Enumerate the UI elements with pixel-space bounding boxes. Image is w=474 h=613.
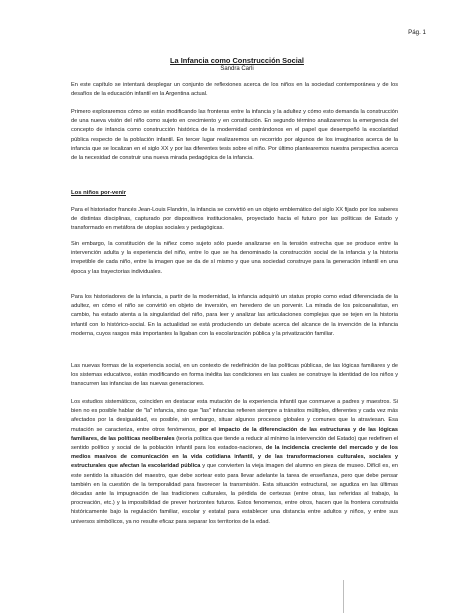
- paragraph-historians: Para los historiadores de la infancia, a partir de la modernidad, la infancia adquirió un status propio como edad diferenciada de la adultez, en cómo el niño se convirtió en objeto de inversión, en heredero de un porvenir. La mirada de los psicoanalistas, en cambio, ha estado atenta a la singularidad del niño, para leer y analizar las articulaciones complejas que se tejen en la historia infantil con lo histórico-social. En la actualidad se está produciendo un debate acerca del alcance de la invención de la infancia moderna, cuyos rasgos más importantes la ligaban con la escolarización pública y la privatización familiar.: [71, 294, 398, 337]
- page-number: Pág. 1: [408, 29, 426, 36]
- paragraph-text: (teoría política que tiende a reducir al mínimo la intervención del Estado) que redefinen el sentido político y social de la población infantil para los estados-naciones,: [71, 435, 398, 452]
- paragraph-constitution: Sin embargo, la constitución de la niñez como sujeto sólo puede analizarse en la tensión estrecha que se produce entre la intervención adulta y la experiencia del niño, entre lo que se ha denominado la construcción social de la infancia y la historia irrepetible de cada niño, entre la imagen que se da de sí mismo y que una sociedad construye para la generación infantil en una época y las trayectorias individuales.: [71, 241, 398, 275]
- paragraph-intro: En este capítulo se intentará desplegar un conjunto de reflexiones acerca de los niños en la sociedad contemporánea y de los desafíos de la educación infantil en la Argentina actual.: [71, 82, 398, 98]
- paragraph-text: y que convierten la vieja imagen del alumno en pieza de museo. Difícil es, en este sentido la situación del maestro, que debe sortear esto para llevar adelante la tarea de enseñanza, pero que debe pensar también en la cuestión de la temporalidad para favorecer la transmisión. Esta situación estructural, se agudiza en las últimas décadas ante la impugnación de las tradiciones culturales, la pérdida de certezas (entre otras, las referidas al trabajo, la procreación, etc.) y la imposibilidad de prever horizontes futuros. Estos fenomenos, entre otros, hacen que la frontera construida históricamente bajo la regulación familiar, escolar y estatal para establecer una distancia entre adultos y niños, y entre sus universos simbólicos, ya no resulte eficaz para separar los territorios de la edad.: [71, 463, 398, 525]
- emphasis-text: por el impacto de la diferenciación de las estructuras y de las lógicas familiares, de las políticas neoliberales: [71, 426, 398, 442]
- paragraph-outline: Primero exploraremos cómo se están modificando las fronteras entre la infancia y la adultez y cómo esto demanda la construcción de una nueva visión del niño como sujeto en crecimiento y en constitución. En segundo término analizaremos la emergencia del concepto de infancia como construcción histórica de la modernidad centrándonos en el papel que desempeñó la escolaridad pública respecto de la población infantil. En tercer lugar realizaremos un recorrido por algunos de los imaginarios acerca de la infancia que se localizan en el siglo XX y por las diferentes tesis sobre el niño. Por último plantearemos nuestra perspectiva acerca de la necesidad de construir una nueva mirada pedagógica de la infancia.: [71, 109, 398, 162]
- paragraph-new-forms: Las nuevas formas de la experiencia social, en un contexto de redefinición de las políticas públicas, de las lógicas familiares y de los sistemas educativos, están modificando en forma inédita las condiciones en las cuales se construye la identidad de los niños y transcurren las infancias de las nuevas generaciones.: [71, 363, 398, 388]
- paragraph-systematic-studies: [71, 398, 398, 527]
- page-divider: [343, 580, 344, 613]
- section-heading: Los niños por-venir: [71, 190, 126, 196]
- document-title: La Infancia como Construcción Social: [170, 56, 304, 65]
- paragraph-text: Los estudios sistemáticos, coinciden en destacar esta mutación de la experiencia infantil que conmueve a padres y maestros. Si bien no es posible hablar de "la" infancia, sino que "las" infancias refieren siempre a tránsitos múltiples, diferentes y cada vez más afectados por la desigualdad, es posible, sin embargo, situar algunos procesos globales y comunes que la atraviesan. Esa mutación se caracteriza, entre otros fenómenos,: [71, 399, 398, 433]
- emphasis-text: de la incidencia creciente del mercado y de los medios masivos de comunicación en la vida cotidiana infantil, y de las transformaciones culturales, sociales y estructurales que afectan la escolaridad pública: [71, 445, 398, 470]
- paragraph-flandrin: Para el historiador francés Jean-Louis Flandrin, la infancia se convirtió en un objeto emblemático del siglo XX fijado por los saberes de distintas disciplinas, capturado por dispositivos institucionales, proyectado hacia el futuro por las políticas de Estado y transformado en metáfora de utopías sociales y pedagógicas.: [71, 207, 398, 232]
- author-name: Sandra Carli: [220, 66, 254, 72]
